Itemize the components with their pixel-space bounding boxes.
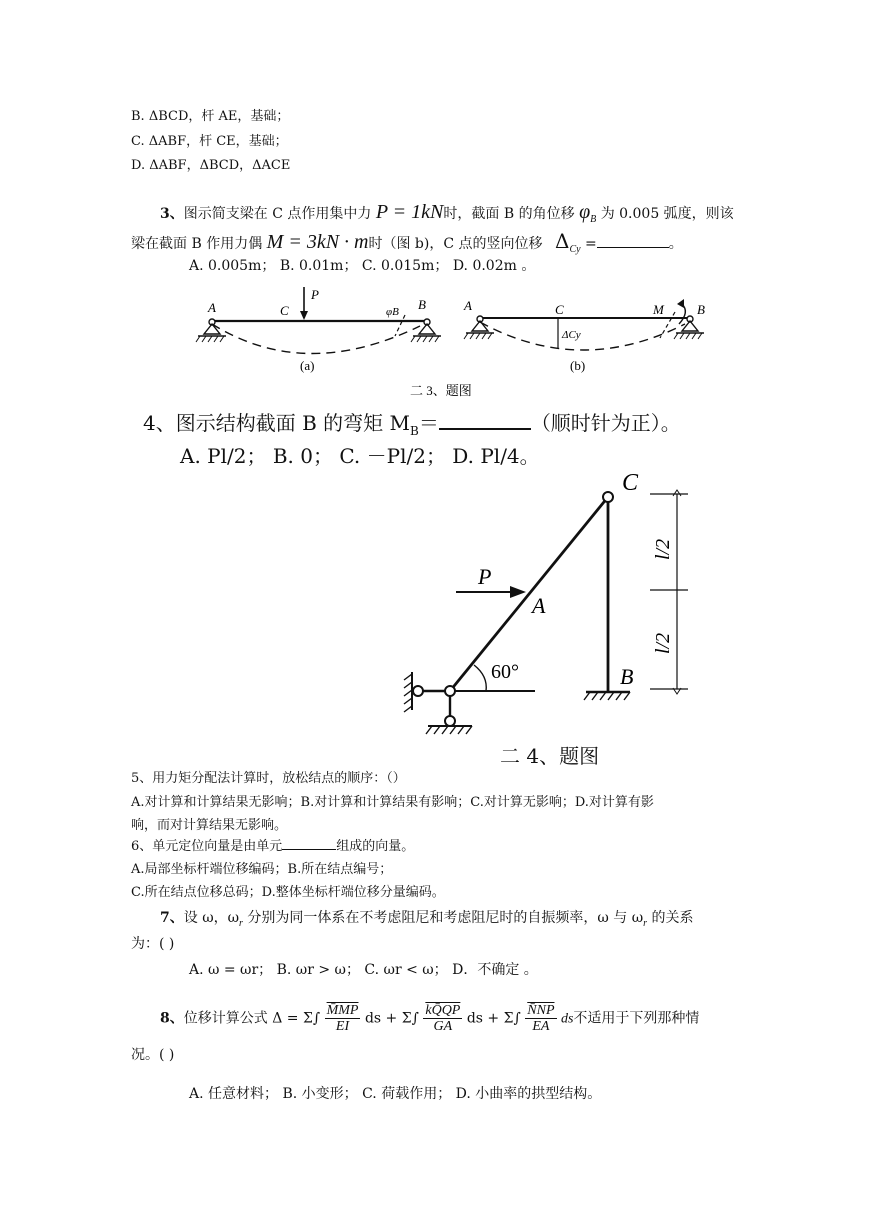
q8-f1-num: M̄MP [326,1003,359,1018]
q8-f2-den: GA [433,1019,453,1034]
q7-sub-1: r [239,917,243,929]
q8-fraction-1 [325,1003,361,1034]
q4-answer-blank [439,410,531,430]
q3-number: 3、 [160,206,184,222]
q3-line1 [160,201,734,225]
q3-phi-sub: B [590,213,597,225]
q7-text2: 分别为同一体系在不考虑阻尼和考虑阻尼时的自振频率， [242,910,598,926]
q8-line2: 况。( ) [131,1047,175,1063]
q4-sub: B [409,424,419,438]
q8-fraction-2 [423,1003,462,1034]
q3-text3: 为 0.005 弧度，则该 [600,206,734,222]
q3a-label-p: P [311,287,319,302]
q8-text3: 不适用于下列那种情 [573,1010,700,1027]
q7-number: 7、 [160,910,184,926]
q3-text5: 时（图 b)，C 点的竖向位移 [368,236,543,252]
q8-ds: ds [560,1011,574,1027]
q6-stem-a: 6、单元定位向量是由单元 [131,839,283,854]
q5-stem: 5、用力矩分配法计算时，放松结点的顺序：（） [131,771,406,786]
q8-f3-num: N̄NP [527,1003,555,1018]
q4-text2: ＝ [418,411,439,435]
q3-options: A. 0.005m； B. 0.01m； C. 0.015m； D. 0.02m 。 [189,258,536,274]
q3-answer-blank [597,233,669,248]
q4-stem [143,407,681,438]
q4-label-a: A [532,593,546,618]
q7-line2: 为：( ) [131,936,175,952]
q3-end: 。 [668,236,683,252]
q3-eq: = [585,236,597,252]
q7-sub-2: r [643,917,648,929]
q2-option-b: B. ΔBCD，杆 AE，基础； [131,109,290,124]
q3a-label-c: C [280,303,289,318]
q6-options-2: C.所在结点位移总码；D.整体坐标杆端位移分量编码。 [131,885,445,900]
q3-figure [190,282,730,397]
q7-line1 [160,907,694,929]
q3-delta: Δ [554,229,570,253]
q4-dim-lower: l/2 [652,632,674,654]
q3-figure-a [196,287,441,373]
q5-options-2: 响，而对计算结果无影响。 [131,818,288,833]
q3-figure-b [463,298,705,373]
q5-options-1: A.对计算和计算结果无影响；B.对计算和计算结果有影响；C.对计算无影响；D.对计算有影 [131,795,654,810]
q3-phi: φ [579,201,591,223]
q3b-label-dcy: ΔCy [562,329,581,341]
q3-delta-sub: Cy [569,243,581,255]
q2-option-d: D. ΔABF，ΔBCD，ΔACE [131,158,291,173]
q8-fraction-3 [525,1003,556,1034]
q3-fig-b: (b) [570,358,586,373]
q7-text3: ω 与 ω [597,910,644,926]
q4-fig-caption: 二 4、题图 [500,744,600,768]
q3a-label-b: B [418,297,426,312]
q8-f1-den: EI [335,1019,350,1034]
q3-fig-a: (a) [300,358,315,373]
q4-label-p: P [478,564,492,589]
q7-text1: 设 ω，ω [183,910,240,926]
q8-options: A. 任意材料； B. 小变形； C. 荷载作用； D. 小曲率的拱型结构。 [189,1086,602,1102]
q8-number: 8、 [160,1010,184,1027]
q4-dim-upper: l/2 [652,538,674,560]
q2-option-c: C. ΔABF，杆 CE，基础； [131,134,288,149]
q6-blank [282,837,336,850]
q4-text3: （顺时针为正）。 [530,411,681,435]
q4-options: A. Pl/2； B. 0； C. －Pl/2； D. Pl/4。 [180,444,540,468]
q3-line2 [131,229,683,255]
q3-text1: 图示简支梁在 C 点作用集中力 [183,206,372,222]
q6-stem-b: 组成的向量。 [336,839,415,854]
q3-text4: 梁在截面 B 作用力偶 [131,236,263,252]
q4-text1: 4、图示结构截面 B 的弯矩 M [143,411,410,435]
q4-label-angle: 60° [491,661,519,683]
q8-plus2: ds + Σ∫ [466,1010,521,1027]
q8-plus1: ds + Σ∫ [364,1010,419,1027]
q4-label-c: C [622,470,639,496]
q7-text4: 的关系 [647,910,694,926]
q6-stem [131,835,414,854]
q3a-label-a: A [208,300,216,315]
q3-fig-caption: 二 3、题图 [410,383,472,397]
q8-f3-den: EA [532,1019,550,1034]
q4-label-b: B [620,664,634,689]
q8-f2-num: kQ̄QP [425,1003,461,1018]
q3b-label-m: M [653,302,664,317]
q3a-label-phib: φB [386,306,399,318]
q7-options: A. ω = ωr； B. ωr > ω； C. ωr < ω； D．不确定 。 [189,962,538,978]
q4-figure [400,462,720,737]
q3b-label-b: B [697,302,705,317]
q3-text2: 时，截面 B 的角位移 [443,206,575,222]
q8-line1 [160,1003,699,1034]
q3b-label-a: A [464,298,472,313]
q8-text1: 位移计算公式 Δ = Σ∫ [183,1010,321,1027]
q6-options-1: A.局部坐标杆端位移编码；B.所在结点编号； [131,862,393,877]
q3b-label-c: C [555,302,564,317]
q3-moment: M = 3kN · m [266,231,369,253]
q3-force: P = 1kN [375,201,444,223]
